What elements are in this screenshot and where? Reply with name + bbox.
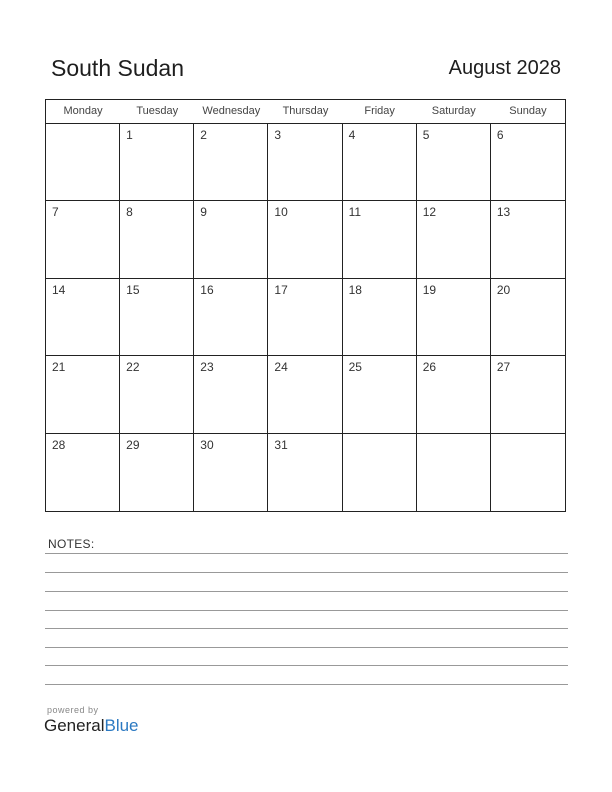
day-cell [194,356,268,433]
day-number: 2 [200,128,207,142]
notes-line [45,665,568,666]
weekday-header-monday: Monday [63,105,103,117]
day-number: 30 [200,437,214,452]
day-cell [491,124,565,201]
day-cell [268,434,342,511]
day-number: 11 [348,205,362,220]
day-cell [491,434,565,511]
day-cell [491,201,565,278]
day-number: 10 [274,205,288,220]
day-cell [417,279,491,356]
day-number: 18 [348,282,362,297]
day-number: 23 [200,360,214,375]
day-cell [343,201,417,278]
day-cell [46,356,120,433]
notes-line [45,647,568,648]
day-number: 26 [422,360,437,375]
day-number: 20 [496,282,511,297]
day-cell [343,434,417,511]
day-cell [46,434,120,511]
day-cell [194,279,268,356]
day-number: 4 [348,128,356,142]
day-number: 25 [348,360,362,375]
day-number: 5 [422,128,430,142]
weekday-header-sunday: Sunday [509,105,547,117]
day-cell [194,434,268,511]
day-number: 22 [126,360,140,375]
day-cell [120,434,194,511]
logo-general-text: General [44,716,105,735]
day-number: 28 [52,437,66,452]
day-cell [120,124,194,201]
weekday-header-tuesday: Tuesday [136,105,179,117]
day-number: 15 [126,282,140,297]
day-cell [268,201,342,278]
day-number: 7 [52,205,59,220]
day-cell [194,201,268,278]
day-cell [491,356,565,433]
weekday-header-row [46,100,565,124]
day-number: 31 [274,437,288,452]
day-cell [417,434,491,511]
day-number: 14 [52,282,66,297]
day-number: 16 [200,282,214,297]
day-cell [46,201,120,278]
day-cell [46,279,120,356]
day-cell [46,124,120,201]
day-number: 29 [126,437,140,452]
generalblue-logo [44,716,139,736]
day-cell [120,201,194,278]
logo-blue-text: Blue [104,716,139,735]
day-cell [343,356,417,433]
powered-by-text: powered by [47,705,99,715]
notes-line [45,553,568,554]
notes-line [45,684,568,685]
day-number: 12 [422,205,437,220]
notes-line [45,610,568,611]
day-cell [343,279,417,356]
day-cell [417,356,491,433]
day-cell [120,279,194,356]
day-number: 1 [126,128,133,142]
day-cell [268,279,342,356]
day-number: 17 [274,282,288,297]
weekday-header-wednesday: Wednesday [202,105,261,117]
day-number: 9 [200,205,207,220]
notes-label: NOTES: [48,537,95,551]
day-cell [120,356,194,433]
day-number: 21 [52,360,66,375]
day-number: 8 [126,205,133,220]
day-number: 19 [422,282,437,297]
day-number: 6 [496,128,504,142]
day-cell [268,356,342,433]
day-cell [491,279,565,356]
weekday-header-friday: Friday [364,105,395,117]
day-cell [268,124,342,201]
month-title: August 2028 [448,57,561,79]
notes-line [45,628,568,629]
day-number: 13 [496,205,511,220]
day-number: 27 [496,360,511,375]
day-number: 3 [274,128,282,142]
weekday-header-saturday: Saturday [431,105,476,117]
country-title: South Sudan [51,55,185,81]
weekday-header-thursday: Thursday [282,105,329,117]
day-cell [343,124,417,201]
calendar-weeks [46,124,565,511]
calendar-grid [45,99,566,512]
day-cell [194,124,268,201]
day-number: 24 [274,360,288,375]
day-cell [417,124,491,201]
notes-line [45,572,568,573]
notes-line [45,591,568,592]
day-cell [417,201,491,278]
